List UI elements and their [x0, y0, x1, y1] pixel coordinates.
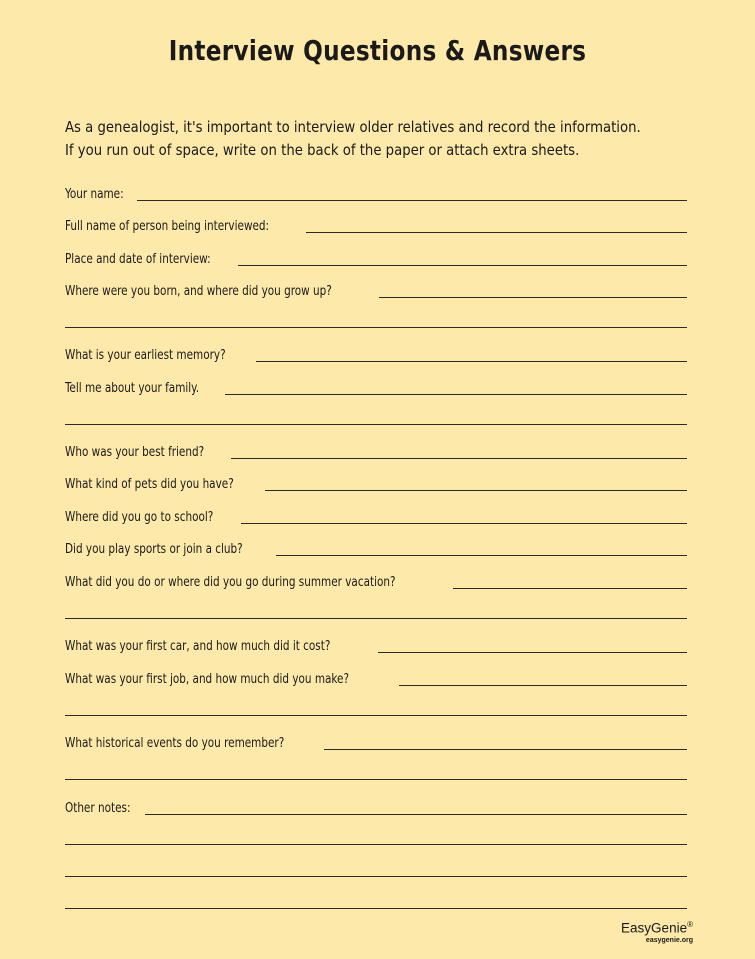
registered-mark: ® [687, 920, 693, 929]
field-interviewee-name[interactable] [65, 213, 687, 235]
field-best-friend[interactable] [65, 439, 687, 461]
field-label: Where were you born, and where did you grow up? [65, 283, 332, 299]
field-label: What historical events do you remember? [65, 735, 285, 751]
answer-line[interactable] [238, 265, 687, 266]
answer-line[interactable] [137, 200, 687, 201]
answer-line[interactable] [378, 652, 687, 653]
answer-line[interactable] [241, 523, 687, 524]
field-other-notes[interactable] [65, 795, 687, 817]
answer-line-extra[interactable] [65, 908, 687, 909]
field-label: What kind of pets did you have? [65, 476, 234, 492]
field-label: Other notes: [65, 800, 131, 816]
field-label: Did you play sports or join a club? [65, 541, 243, 557]
answer-line[interactable] [306, 232, 687, 233]
field-label: Who was your best friend? [65, 444, 205, 460]
field-birthplace[interactable] [65, 278, 687, 300]
answer-line[interactable] [231, 458, 687, 459]
intro-text [65, 116, 673, 162]
answer-line[interactable] [225, 394, 687, 395]
intro-line-1: As a genealogist, it's important to interview older relatives and record the information. [65, 118, 641, 136]
field-school[interactable] [65, 504, 687, 526]
field-historical-events[interactable] [65, 730, 687, 752]
field-first-car[interactable] [65, 633, 687, 655]
answer-line-extra[interactable] [65, 876, 687, 877]
field-label: What did you do or where did you go during summer vacation? [65, 574, 396, 590]
field-label: Your name: [65, 186, 124, 202]
brand-name: EasyGenie [621, 920, 688, 936]
field-label: Tell me about your family. [65, 380, 200, 396]
intro-line-2: If you run out of space, write on the back of the paper or attach extra sheets. [65, 141, 580, 159]
field-your-name[interactable] [65, 181, 687, 203]
field-label: What was your first job, and how much did you make? [65, 671, 350, 687]
answer-line[interactable] [453, 588, 687, 589]
field-label: Where did you go to school? [65, 509, 214, 525]
field-label: What is your earliest memory? [65, 347, 226, 363]
answer-line-extra[interactable] [65, 618, 687, 619]
answer-line-extra[interactable] [65, 844, 687, 845]
field-label: What was your first car, and how much did it cost? [65, 638, 331, 654]
answer-line-extra[interactable] [65, 424, 687, 425]
field-family[interactable] [65, 375, 687, 397]
field-label: Full name of person being interviewed: [65, 218, 270, 234]
answer-line[interactable] [265, 490, 687, 491]
answer-line[interactable] [324, 749, 687, 750]
answer-line-extra[interactable] [65, 715, 687, 716]
answer-line[interactable] [276, 555, 687, 556]
answer-line[interactable] [145, 814, 687, 815]
answer-line[interactable] [379, 297, 687, 298]
field-first-job[interactable] [65, 666, 687, 688]
field-pets[interactable] [65, 471, 687, 493]
brand-logo [621, 920, 693, 944]
field-summer-vacation[interactable] [65, 569, 687, 591]
field-label: Place and date of interview: [65, 251, 211, 267]
field-place-date[interactable] [65, 246, 687, 268]
field-sports-clubs[interactable] [65, 536, 687, 558]
answer-line[interactable] [256, 361, 687, 362]
page-title: Interview Questions & Answers [168, 34, 587, 67]
answer-line-extra[interactable] [65, 327, 687, 328]
brand-url: easygenie.org [645, 936, 693, 944]
answer-line[interactable] [399, 685, 687, 686]
answer-line-extra[interactable] [65, 779, 687, 780]
field-earliest-memory[interactable] [65, 342, 687, 364]
